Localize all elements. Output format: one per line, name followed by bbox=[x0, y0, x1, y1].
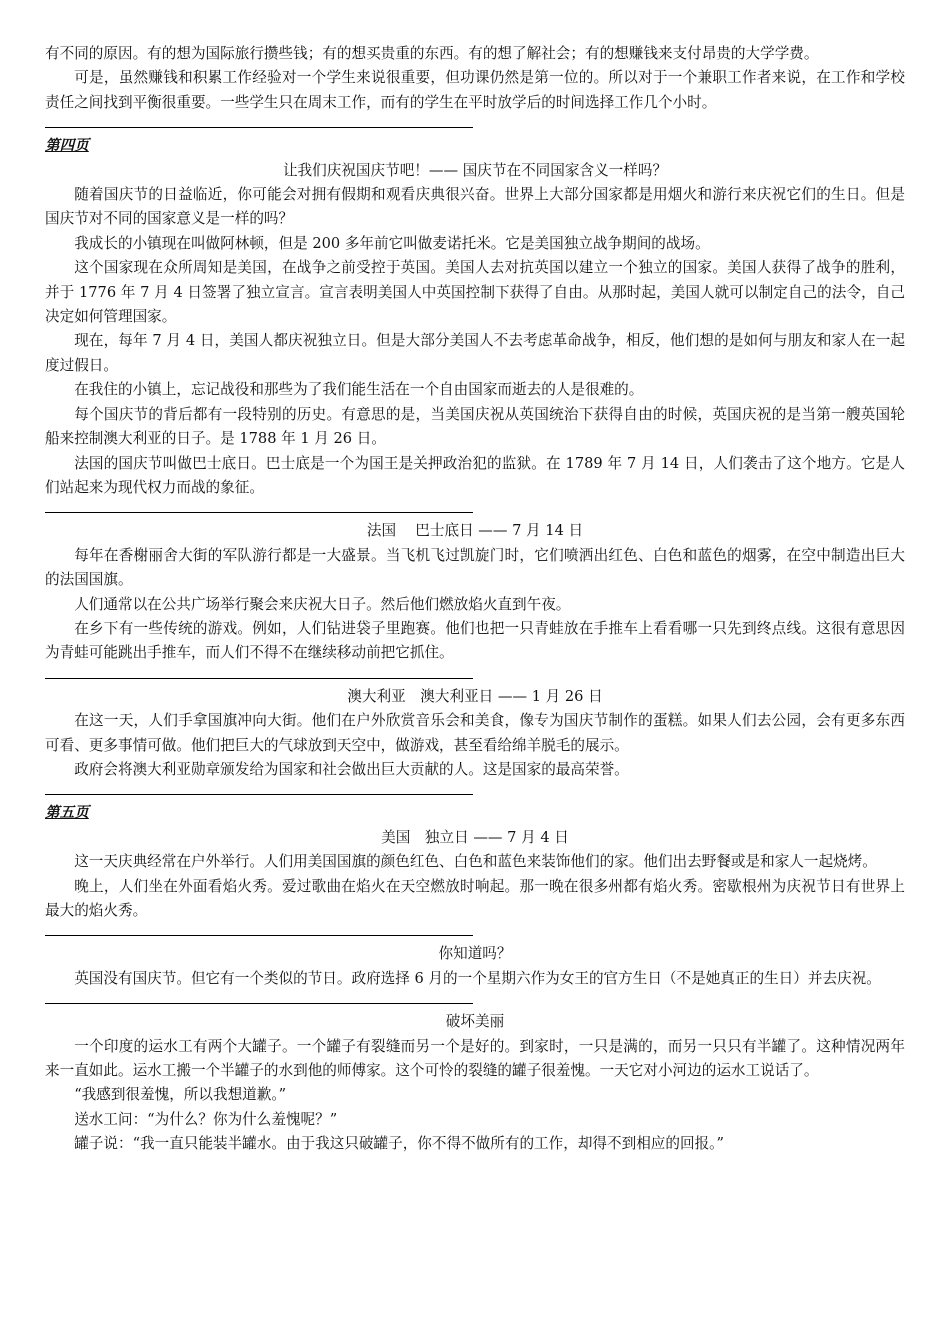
paragraph: 人们通常以在公共广场举行聚会来庆祝大日子。然后他们燃放焰火直到午夜。 bbox=[74, 595, 571, 613]
section-divider bbox=[45, 512, 473, 513]
paragraph: 随着国庆节的日益临近，你可能会对拥有假期和观看庆典很兴奋。世界上大部分国家都是用烟火和游行来庆祝它们的生日。但是国庆节对不同的国家意义是一样的吗？ bbox=[45, 186, 905, 228]
page-heading: 第四页 bbox=[45, 137, 89, 155]
paragraph: 英国没有国庆节。但它有一个类似的节日。政府选择 6 月的一个星期六作为女王的官方生日（不是她真正的生日）并去庆祝。 bbox=[74, 969, 881, 987]
section-divider bbox=[45, 935, 473, 936]
paragraph: 现在，每年 7 月 4 日，美国人都庆祝独立日。但是大部分美国人不去考虑革命战争，相反，他们想的是如何与朋友和家人在一起度过假日。 bbox=[45, 332, 905, 374]
paragraph: 政府会将澳大利亚勋章颁发给为国家和社会做出巨大贡献的人。这是国家的最高荣誉。 bbox=[74, 760, 629, 778]
paragraph: 法国的国庆节叫做巴士底日。巴士底是一个为国王是关押政治犯的监狱。在 1789 年 7 月 14 日，人们袭击了这个地方。它是人们站起来为现代权力而战的象征。 bbox=[45, 454, 905, 496]
section-title: 让我们庆祝国庆节吧！—— 国庆节在不同国家含义一样吗？ bbox=[282, 161, 668, 179]
section-title: 破坏美丽 bbox=[445, 1013, 505, 1031]
paragraph: 在这一天，人们手拿国旗冲向大街。他们在户外欣赏音乐会和美食，像专为国庆节制作的蛋糕。如果人们去公园，会有更多东西可看、更多事情可做。他们把巨大的气球放到天空中，做游戏，甚至看给绵羊脱毛的展示。 bbox=[45, 712, 905, 754]
section-title: 你知道吗？ bbox=[438, 945, 512, 963]
section-divider bbox=[45, 678, 473, 679]
paragraph: 每个国庆节的背后都有一段特别的历史。有意思的是，当美国庆祝从英国统治下获得自由的时候，英国庆祝的是当第一艘英国轮船来控制澳大利亚的日子。是 1788 年 1 月 26 日。 bbox=[45, 405, 905, 448]
section-title: 澳大利亚 澳大利亚日 —— 1 月 26 日 bbox=[347, 687, 603, 705]
section-divider bbox=[45, 127, 473, 128]
paragraph: “我感到很羞愧，所以我想道歉。” bbox=[74, 1086, 287, 1104]
paragraph: 可是，虽然赚钱和积累工作经验对一个学生来说很重要，但功课仍然是第一位的。所以对于一个兼职工作者来说，在工作和学校责任之间找到平衡很重要。一些学生只在周末工作，而有的学生在平时放学后的时间选择工作几个小时。 bbox=[45, 69, 905, 111]
paragraph: 罐子说：“我一直只能装半罐水。由于我这只破罐子，你不得不做所有的工作，却得不到相应的回报。” bbox=[74, 1135, 724, 1153]
section-divider bbox=[45, 794, 473, 795]
paragraph: 送水工问：“为什么？你为什么羞愧呢？” bbox=[74, 1110, 338, 1128]
paragraph: 在乡下有一些传统的游戏。例如，人们钻进袋子里跑赛。他们也把一只青蛙放在手推车上看看哪一只先到终点线。这很有意思因为青蛙可能跳出手推车，而人们不得不在继续移动前把它抓住。 bbox=[45, 619, 905, 662]
paragraph: 我成长的小镇现在叫做阿林顿，但是 200 多年前它叫做麦诺托米。它是美国独立战争期间的战场。 bbox=[74, 234, 710, 252]
section-divider bbox=[45, 1003, 473, 1004]
paragraph: 这一天庆典经常在户外举行。人们用美国国旗的颜色红色、白色和蓝色来装饰他们的家。他们出去野餐或是和家人一起烧烤。 bbox=[74, 853, 877, 871]
page-heading: 第五页 bbox=[45, 804, 89, 822]
section-title: 美国 独立日 —— 7 月 4 日 bbox=[381, 828, 569, 846]
paragraph: 晚上，人们坐在外面看焰火秀。爱过歌曲在焰火在天空燃放时响起。那一晚在很多州都有焰火秀。密歇根州为庆祝节日有世界上最大的焰火秀。 bbox=[45, 877, 905, 919]
paragraph: 一个印度的运水工有两个大罐子。一个罐子有裂缝而另一个是好的。到家时，一只是满的，而另一只只有半罐了。这种情况两年来一直如此。运水工搬一个半罐子的水到他的师傅家。这个可怜的裂缝的罐子很羞愧。一天它对小河边的运水工说话了。 bbox=[45, 1037, 905, 1080]
paragraph: 这个国家现在众所周知是美国，在战争之前受控于英国。美国人去对抗英国以建立一个独立的国家。美国人获得了战争的胜利，并于 1776 年 7 月 4 日签署了独立宣言。宣言表明美国人中英国控制下获得了自由。从那时起，美国人就可以制定自己的法令，自己决定如何管理国家。 bbox=[45, 259, 905, 326]
paragraph: 有不同的原因。有的想为国际旅行攒些钱；有的想买贵重的东西。有的想了解社会；有的想赚钱来支付昂贵的大学学费。 bbox=[45, 45, 819, 62]
paragraph: 每年在香榭丽舍大街的军队游行都是一大盛景。当飞机飞过凯旋门时，它们喷洒出红色、白色和蓝色的烟雾，在空中制造出巨大的法国国旗。 bbox=[45, 546, 905, 589]
section-title: 法国 巴士底日 —— 7 月 14 日 bbox=[366, 522, 584, 540]
paragraph: 在我住的小镇上，忘记战役和那些为了我们能生活在一个自由国家而逝去的人是很难的。 bbox=[74, 381, 644, 399]
